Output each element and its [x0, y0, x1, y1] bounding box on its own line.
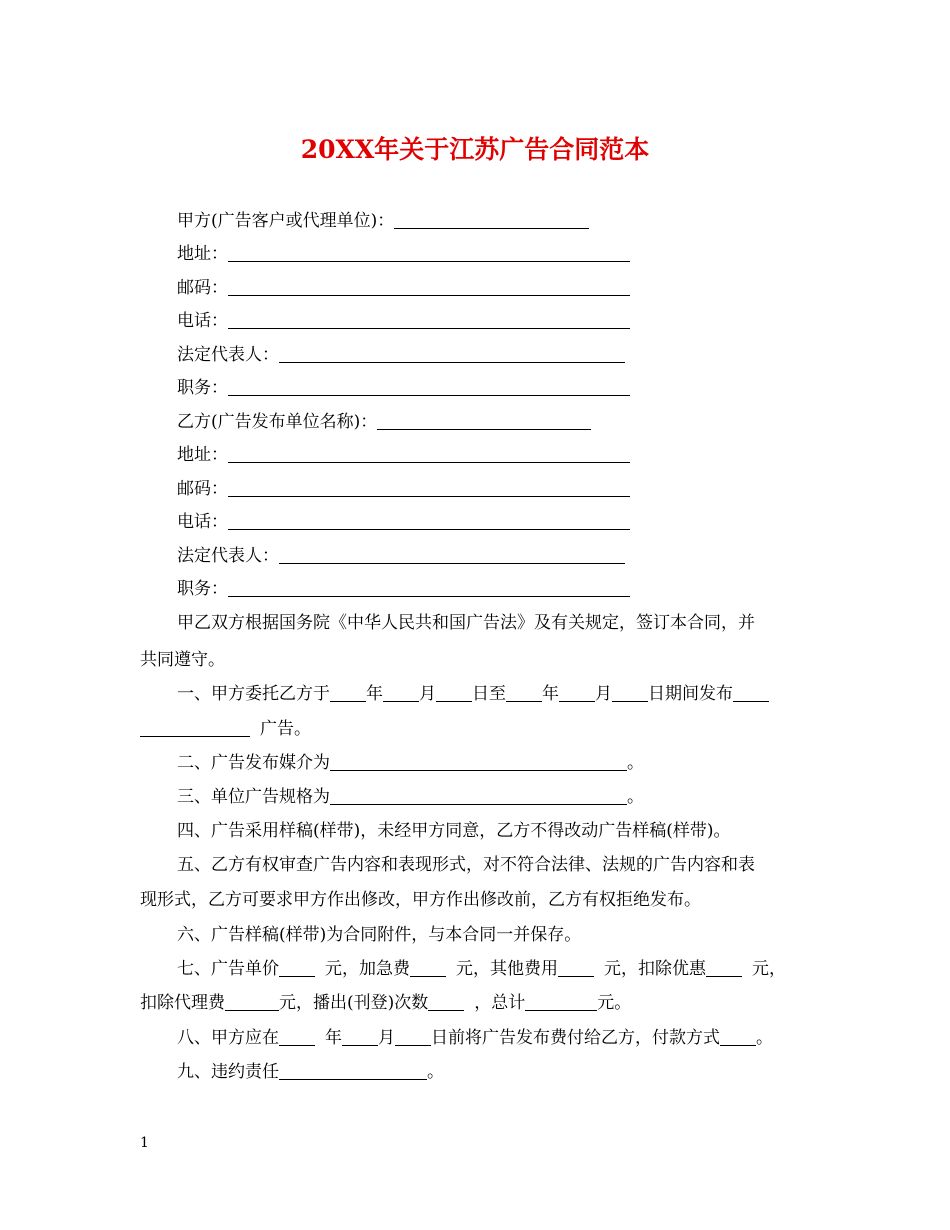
- clause-2-line: [177, 752, 644, 774]
- clause-1-period-label: 日期间发布: [648, 684, 733, 704]
- clause-7-broadcast-count-label: 元，播出(刊登)次数: [279, 993, 429, 1013]
- party-a-position-line: [177, 377, 630, 399]
- clause-9-text: 九、违约责任: [177, 1062, 279, 1082]
- party-b-phone-line: [177, 511, 630, 533]
- clause-5-text-2: 现形式，乙方可要求甲方作出修改，甲方作出修改前，乙方有权拒绝发布。: [140, 890, 701, 910]
- party-b-position-line: [177, 578, 630, 600]
- clause-1-line-2: [140, 718, 311, 740]
- party-a-position-blank: [228, 378, 630, 396]
- clause-7-total-label: ，总计: [474, 993, 526, 1013]
- clause-7-total-blank: [525, 993, 597, 1011]
- clause-4-text: 四、广告采用样稿(样带)，未经甲方同意，乙方不得改动广告样稿(样带)。: [177, 821, 731, 841]
- document-title: 20XX年关于江苏广告合同范本: [300, 135, 650, 164]
- clause-1-end-month-blank: [559, 684, 595, 702]
- clause-2-blank: [330, 753, 627, 771]
- clause-7-rush-fee-label: 元，加急费: [325, 959, 410, 979]
- party-b-postcode-line: [177, 478, 630, 500]
- party-b-blank: [377, 412, 591, 430]
- clause-1-start-day-blank: [436, 684, 472, 702]
- party-a-label: 甲方(广告客户或代理单位)：: [177, 211, 395, 231]
- clause-3-line: [177, 786, 644, 808]
- clause-8-payment-blank: [720, 1028, 756, 1046]
- page-number: 1: [140, 1135, 149, 1151]
- clause-1-year-label: 年: [366, 684, 383, 704]
- clause-3-end: 。: [627, 787, 644, 807]
- clause-9-line: [177, 1061, 444, 1083]
- clause-5-line-2: [140, 889, 701, 911]
- party-b-address-blank: [228, 445, 630, 463]
- clause-7-rush-fee-blank: [410, 959, 446, 977]
- intro-text-2: 共同遵守。: [140, 650, 225, 670]
- clause-3-text: 三、单位广告规格为: [177, 787, 330, 807]
- party-a-legal-rep-line: [177, 344, 625, 366]
- party-b-phone-label: 电话：: [177, 512, 228, 532]
- party-a-address-label: 地址：: [177, 244, 228, 264]
- clause-1-ad-blank-b: [140, 719, 250, 737]
- clause-7-unit-price-blank: [279, 959, 315, 977]
- clause-6-text: 六、广告样稿(样带)为合同附件，与本合同一并保存。: [177, 925, 582, 945]
- party-a-address-blank: [228, 244, 630, 262]
- clause-4-line: [177, 820, 731, 842]
- clause-8-payment-label: 日前将广告发布费付给乙方，付款方式: [431, 1028, 720, 1048]
- intro-line-2: [140, 649, 225, 671]
- clause-7-agency-fee-label: 扣除代理费: [140, 993, 225, 1013]
- party-b-legal-rep-label: 法定代表人：: [177, 546, 279, 566]
- party-a-phone-line: [177, 310, 630, 332]
- clause-1-day-to-label: 日至: [472, 684, 506, 704]
- clause-7-line-2: [140, 992, 631, 1014]
- clause-8-month-blank: [342, 1028, 378, 1046]
- party-a-phone-blank: [228, 311, 630, 329]
- clause-9-blank: [279, 1062, 427, 1080]
- party-a-phone-label: 电话：: [177, 311, 228, 331]
- clause-1-end-year-blank: [506, 684, 542, 702]
- party-b-postcode-blank: [228, 479, 630, 497]
- clause-7-yuan-label: 元，: [752, 959, 786, 979]
- party-a-line: [177, 210, 589, 232]
- party-a-position-label: 职务：: [177, 378, 228, 398]
- clause-7-broadcast-count-blank: [428, 993, 464, 1011]
- party-a-address-line: [177, 243, 630, 265]
- clause-1-start-year-blank: [330, 684, 366, 702]
- party-b-position-blank: [228, 579, 630, 597]
- clause-8-text: 八、甲方应在: [177, 1028, 279, 1048]
- clause-6-line: [177, 924, 581, 946]
- clause-8-year-label: 年: [325, 1028, 342, 1048]
- clause-7-other-fee-blank: [558, 959, 594, 977]
- party-b-legal-rep-blank: [279, 546, 625, 564]
- party-b-phone-blank: [228, 512, 630, 530]
- clause-1-end-day-blank: [612, 684, 648, 702]
- party-a-legal-rep-blank: [279, 345, 625, 363]
- clause-1-start-month-blank: [383, 684, 419, 702]
- clause-5-line-1: [177, 854, 755, 876]
- party-b-line: [177, 411, 591, 433]
- party-a-postcode-label: 邮码：: [177, 278, 228, 298]
- clause-7-line-1: [177, 958, 786, 980]
- party-a-blank: [394, 211, 589, 229]
- clause-8-end: 。: [756, 1028, 773, 1048]
- clause-7-discount-label: 元，扣除优惠: [604, 959, 706, 979]
- party-a-legal-rep-label: 法定代表人：: [177, 345, 279, 365]
- clause-1-text: 一、甲方委托乙方于: [177, 684, 330, 704]
- clause-8-day-blank: [395, 1028, 431, 1046]
- party-b-postcode-label: 邮码：: [177, 479, 228, 499]
- clause-1-ad-label: 广告。: [260, 719, 311, 739]
- clause-1-ad-blank-a: [733, 684, 769, 702]
- clause-7-discount-blank: [706, 959, 742, 977]
- clause-7-other-fee-label: 元，其他费用: [456, 959, 558, 979]
- clause-1-end-year-label: 年: [542, 684, 559, 704]
- clause-5-text-1: 五、乙方有权审查广告内容和表现形式，对不符合法律、法规的广告内容和表: [177, 855, 755, 875]
- party-b-label: 乙方(广告发布单位名称)：: [177, 412, 378, 432]
- clause-8-year-blank: [279, 1028, 315, 1046]
- clause-1-end-month-label: 月: [595, 684, 612, 704]
- party-b-address-line: [177, 444, 630, 466]
- party-b-position-label: 职务：: [177, 579, 228, 599]
- clause-8-month-label: 月: [378, 1028, 395, 1048]
- clause-8-line: [177, 1027, 773, 1049]
- clause-3-blank: [330, 787, 627, 805]
- clause-1-month-label: 月: [419, 684, 436, 704]
- intro-text-1: 甲乙双方根据国务院《中华人民共和国广告法》及有关规定，签订本合同，并: [177, 613, 755, 633]
- clause-7-agency-fee-blank: [225, 993, 279, 1011]
- party-b-legal-rep-line: [177, 545, 625, 567]
- clause-7-end: 元。: [597, 993, 632, 1013]
- party-a-postcode-blank: [228, 278, 630, 296]
- clause-2-text: 二、广告发布媒介为: [177, 753, 330, 773]
- clause-2-end: 。: [627, 753, 644, 773]
- party-a-postcode-line: [177, 277, 630, 299]
- clause-9-end: 。: [427, 1062, 444, 1082]
- clause-7-unit-price-label: 七、广告单价: [177, 959, 279, 979]
- clause-1-line-1: [177, 683, 769, 705]
- party-b-address-label: 地址：: [177, 445, 228, 465]
- intro-line-1: [177, 612, 755, 634]
